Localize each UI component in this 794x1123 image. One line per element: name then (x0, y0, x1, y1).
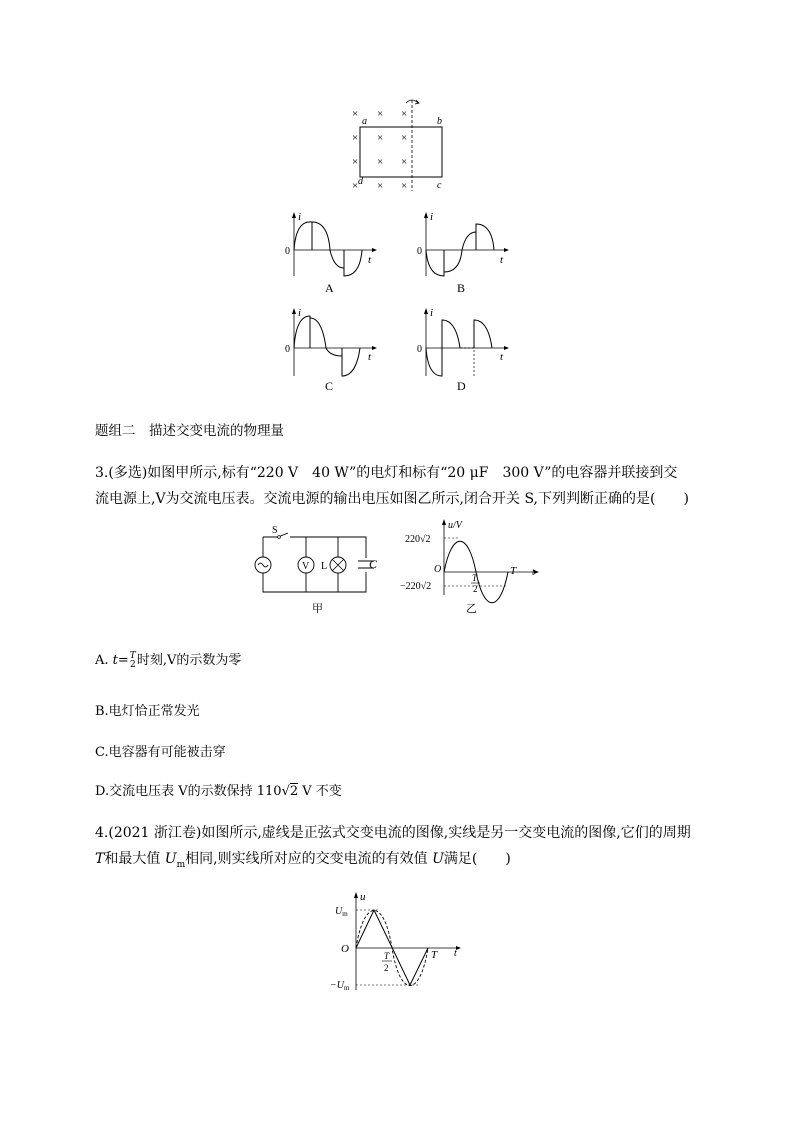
q3-option-d[interactable]: D.交流电压表 V的示数保持 110√2 V 不变 (95, 784, 342, 799)
circuit-caption: 甲 (312, 603, 323, 615)
graph-b (414, 208, 514, 300)
fraction: T 2 (129, 650, 136, 670)
corner-a: a (362, 116, 367, 127)
wave-caption: 乙 (466, 603, 477, 615)
origin-o: O (341, 943, 349, 955)
time-axis-t: t (532, 567, 535, 578)
field-cross: × (377, 180, 384, 192)
origin-label: 0 (285, 344, 290, 355)
field-cross: × (352, 132, 359, 144)
q3-stem-line1: 3.(多选)如图甲所示,标有“220 V 40 W”的电灯和标有“20 μF 300 V”的电容器并联接到交 (95, 465, 678, 481)
q3-option-a[interactable]: A. t= T 2 时刻,V的示数为零 (95, 650, 242, 670)
field-cross: × (352, 108, 359, 120)
period-t: T (431, 949, 438, 961)
q3-option-c[interactable]: C.电容器有可能被击穿 (95, 745, 226, 760)
u-max-label: 220√2 (405, 534, 431, 545)
half-period-num: T (384, 951, 390, 961)
field-cross: × (352, 180, 359, 192)
half-period-den: 2 (473, 584, 478, 594)
field-cross: × (377, 108, 384, 120)
q4-stem-line2: T和最大值 $U_m$相同,则实线所对应的交变电流的有效值 U满足( ) (95, 851, 511, 870)
field-cross: × (401, 180, 408, 192)
field-cross: × (352, 156, 359, 168)
corner-b: b (437, 116, 442, 127)
half-period-den: 2 (384, 963, 389, 973)
q4-stem-line1: 4.(2021 浙江卷)如图所示,虚线是正弦式交变电流的图像,实线是另一交变电流的图像,它们的周期 (95, 825, 691, 841)
neg-um-label: $-U_m$ (330, 980, 350, 992)
field-cross: × (401, 132, 408, 144)
circuit-diagram (248, 522, 388, 622)
q4-waveform (328, 888, 468, 993)
capacitor-c: C (369, 557, 378, 571)
i-label: i (298, 307, 302, 319)
q3-stem-line2: 流电源上,V为交流电压表。交流电源的输出电压如图乙所示,闭合开关 S,下列判断正确的是( ) (95, 491, 689, 507)
corner-d: d (358, 176, 363, 187)
graph-label-a: A (325, 281, 334, 295)
i-label: i (430, 211, 434, 223)
t-label: t (500, 254, 504, 266)
um-label: $U_m$ (335, 906, 348, 918)
field-cross: × (377, 132, 384, 144)
origin-label: 0 (417, 344, 422, 355)
graph-label-d: D (457, 379, 466, 393)
coil-figure (340, 95, 450, 195)
field-cross: × (401, 156, 408, 168)
time-axis-t: t (454, 948, 457, 959)
origin-label: 0 (417, 246, 422, 257)
graph-a (282, 208, 382, 300)
field-cross: × (377, 156, 384, 168)
i-label: i (298, 211, 302, 223)
u-min-label: −220√2 (400, 581, 432, 592)
graph-label-b: B (457, 281, 466, 295)
u-label: u (360, 891, 366, 903)
graph-label-c: C (325, 379, 334, 393)
i-label: i (430, 307, 434, 319)
meter-v: V (302, 561, 310, 572)
t-label: t (368, 351, 372, 363)
origin-o: O (434, 564, 442, 575)
origin-label: 0 (285, 246, 290, 257)
section-title: 题组二 描述交变电流的物理量 (95, 423, 284, 439)
lamp-l: L (321, 561, 328, 572)
rotation-arrow (406, 100, 419, 104)
period-t: T (510, 565, 517, 577)
switch-s: S (272, 525, 278, 536)
t-label: t (368, 254, 372, 266)
voltage-waveform (396, 517, 546, 622)
field-cross: × (401, 108, 408, 120)
corner-c: c (437, 180, 442, 191)
half-period-num: T (472, 573, 478, 583)
graph-c (282, 304, 382, 396)
t-label: t (500, 351, 504, 363)
u-axis-label: u/V (448, 520, 462, 531)
q3-option-b[interactable]: B.电灯恰正常发光 (95, 704, 200, 719)
solid-triangle-wave (356, 910, 428, 985)
graph-d (414, 304, 514, 396)
